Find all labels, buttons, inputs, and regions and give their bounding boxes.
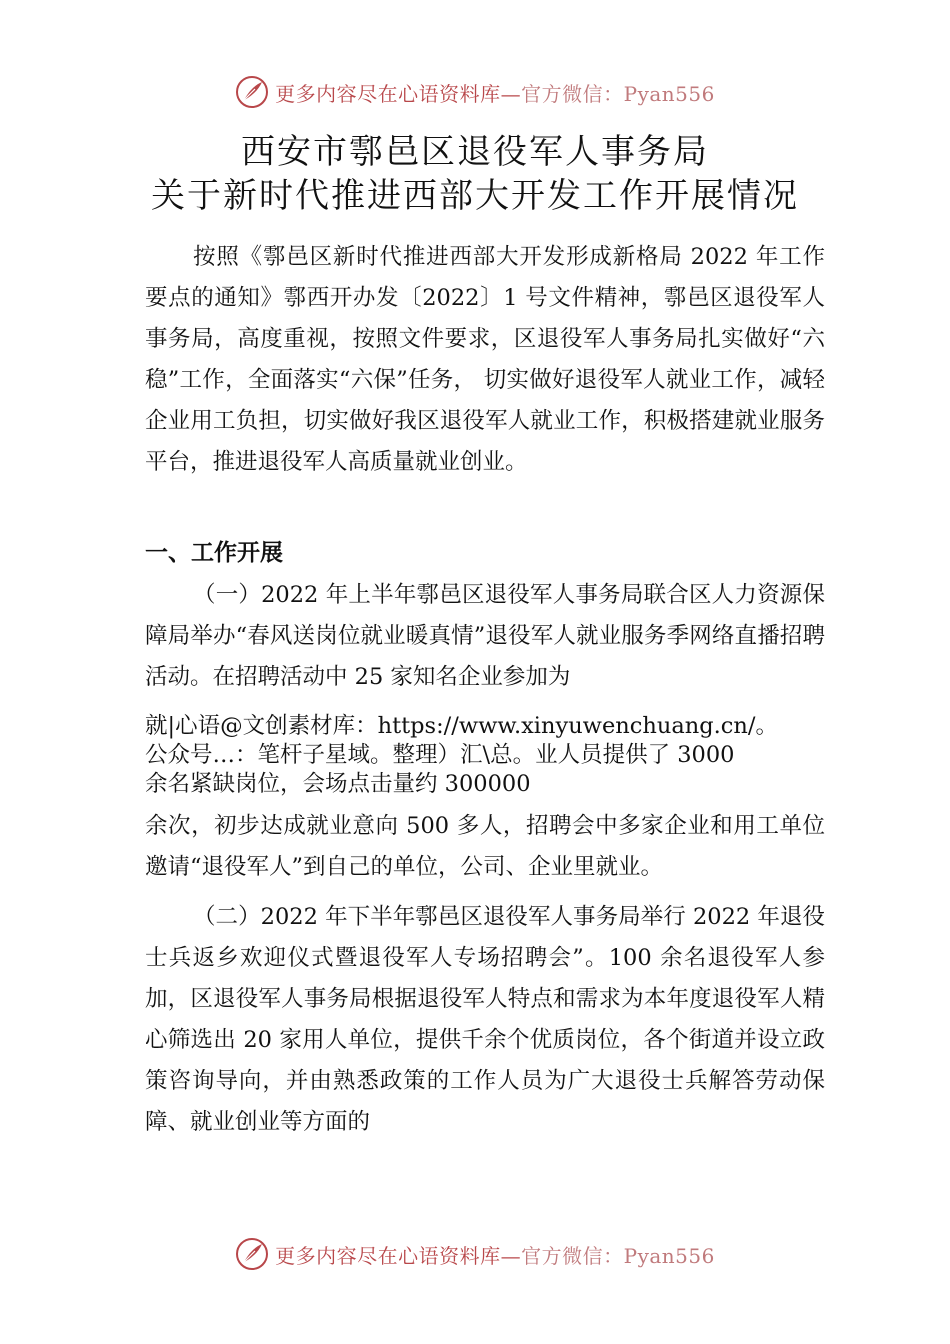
item2-paragraph: （二）2022 年下半年鄠邑区退役军人事务局举行 2022 年退役士兵返乡欢迎仪式暨退役军人专场招聘会”。100 余名退役军人参加，区退役军人事务局根据退役军人特点和需求为本年度退役军人精心筛选出 20 家用人单位，提供千余个优质岗位，各个街道并设立政策咨询导向，并由熟悉政策的工作人员为广大退役士兵解答劳动保障、就业创业等方面的 [145,904,825,1135]
banner-text-wechat: 官方微信：Pyan556 [521,1243,715,1268]
section-heading: 一、工作开展 [145,540,283,566]
item1-watermark-line: 就|心语@文创素材库：https://www.xinyuwenchuang.cn/。 [145,713,778,739]
feather-logo-icon [235,1237,269,1271]
footer-watermark-banner [0,1234,950,1274]
header-watermark-banner [0,72,950,112]
banner-text-main: 更多内容尽在心语资料库— [275,81,522,106]
feather-logo-icon [235,75,269,109]
item1-paragraph-part2: 余次，初步达成就业意向 500 多人，招聘会中多家企业和用工单位邀请“退役军人”到自己的单位，公司、企业里就业。 [145,813,825,880]
intro-paragraph: 按照《鄠邑区新时代推进西部大开发形成新格局 2022 年工作要点的通知》鄠西开办发〔2022〕1 号文件精神，鄠邑区退役军人事务局，高度重视，按照文件要求，区退役军人事务局扎实做好“六稳”工作，全面落实“六保”任务， 切实做好退役军人就业工作，减轻企业用工负担，切实做好我区退役军人就业工作，积极搭建就业服务平台，推进退役军人高质量就业创业。 [145,244,825,475]
item1-line-c: 余名紧缺岗位，会场点击量约 300000 [145,771,531,797]
document-title-line1: 西安市鄠邑区退役军人事务局 [241,132,709,172]
item1-paragraph-part1: （一）2022 年上半年鄠邑区退役军人事务局联合区人力资源保障局举办“春风送岗位就业暖真情”退役军人就业服务季网络直播招聘活动。在招聘活动中 25 家知名企业参加为 [145,582,825,690]
banner-text-main: 更多内容尽在心语资料库— [275,1243,522,1268]
item1-line-b: 公众号…：笔杆子星域。整理）汇\总。业人员提供了 3000 [145,742,735,768]
banner-text-wechat: 官方微信：Pyan556 [521,81,715,106]
document-title-line2: 关于新时代推进西部大开发工作开展情况 [151,176,799,216]
